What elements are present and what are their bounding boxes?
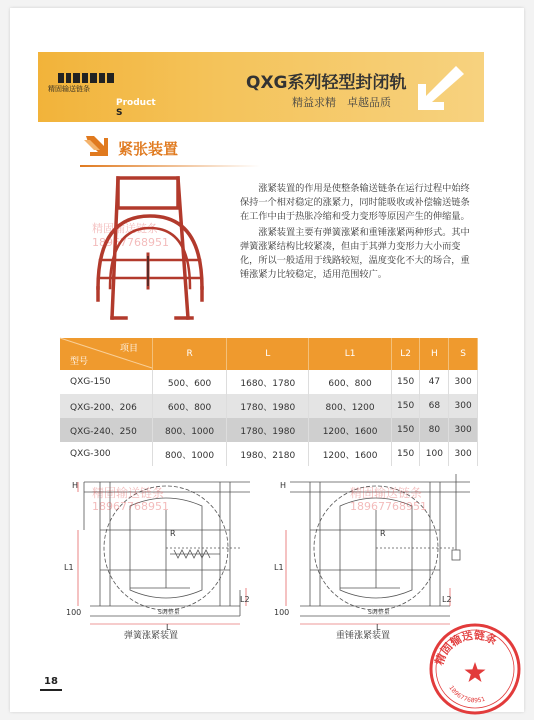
seal-number: 18967768951 bbox=[447, 684, 487, 705]
section-title: 紧张装置 bbox=[118, 140, 179, 158]
col-header-s: S bbox=[449, 338, 478, 370]
table-row: QXG-150 500、600 1680、1780 600、800 150 47 300 bbox=[60, 370, 478, 394]
svg-text:精固输送链条 bbox=[431, 628, 499, 668]
dim-l: L bbox=[376, 623, 381, 632]
table-header-row bbox=[60, 338, 478, 370]
watermark-phone: 18967768951 bbox=[350, 500, 427, 513]
dim-h: H bbox=[280, 481, 287, 490]
dim-l1: L1 bbox=[274, 563, 284, 572]
dim-r: R bbox=[380, 529, 386, 538]
watermark-name: 精固输送链条 bbox=[92, 222, 158, 235]
dim-l2: L2 bbox=[240, 595, 250, 604]
paragraph-types: 涨紧装置主要有弹簧涨紧和重锤涨紧两种形式。其中弹簧涨紧结构比较紧凑，但由于其弹力变形力大小而变化，所以一般适用于线路较短，温度变化不大的场合，重锤涨紧力比较稳定，适用范围较广。 bbox=[240, 227, 470, 280]
col-header-l2: L2 bbox=[391, 338, 420, 370]
logo-text: 精固输送链条 bbox=[48, 85, 90, 93]
header-slogan: 精益求精 卓越品质 bbox=[292, 96, 391, 109]
products-label: Product S bbox=[116, 98, 156, 118]
paragraph-intro: 涨紧装置的作用是使整条输送链条在运行过程中始终保持一个相对稳定的涨紧力，同时能吸收或补偿输送链条在工作中由于热胀冷缩和受力变形等原因产生的伸缩量。 bbox=[240, 183, 470, 222]
dim-100: 100 bbox=[66, 608, 82, 617]
header-title: QXG系列轻型封闭轨 bbox=[246, 73, 407, 93]
spec-table bbox=[60, 338, 478, 466]
dim-l: L bbox=[166, 623, 171, 632]
star-icon bbox=[465, 662, 486, 682]
col-header-h: H bbox=[420, 338, 449, 370]
arrow-down-left-icon bbox=[408, 62, 468, 112]
dim-l1: L1 bbox=[64, 563, 74, 572]
logo-mark-icon bbox=[56, 72, 116, 84]
watermark-phone: 18967768951 bbox=[92, 236, 169, 249]
col-header-l1: L1 bbox=[309, 338, 391, 370]
dim-s: S调整量 bbox=[158, 609, 180, 616]
dim-100: 100 bbox=[274, 608, 290, 617]
page-number: 18 bbox=[44, 676, 58, 687]
dim-h: H bbox=[72, 481, 79, 490]
watermark-phone: 18967768951 bbox=[92, 500, 169, 513]
col-header-r: R bbox=[153, 338, 227, 370]
watermark-name: 精固输送链条 bbox=[350, 486, 423, 500]
company-seal bbox=[428, 622, 522, 716]
dim-r: R bbox=[170, 529, 176, 538]
logo bbox=[38, 62, 156, 118]
watermark-name: 精固输送链条 bbox=[92, 486, 165, 500]
col-header-l: L bbox=[227, 338, 309, 370]
caption-weight: 重锤涨紧装置 bbox=[336, 631, 391, 641]
arrow-icon bbox=[82, 134, 110, 160]
table-row: QXG-200、206 600、800 1780、1980 800、1200 150 68 300 bbox=[60, 394, 478, 418]
table-row: QXG-300 800、1000 1980、2180 1200、1600 150 100 300 bbox=[60, 442, 478, 466]
caption-spring: 弹簧涨紧装置 bbox=[124, 631, 179, 641]
seal-text: 精固输送链条 bbox=[432, 628, 499, 667]
dim-l2: L2 bbox=[442, 595, 452, 604]
section-underline bbox=[80, 165, 260, 167]
page-number-underline bbox=[40, 689, 62, 691]
dim-s: S调整量 bbox=[368, 609, 390, 616]
table-corner-cell: 项目 型号 bbox=[60, 338, 153, 370]
table-row: QXG-240、250 800、1000 1780、1980 1200、1600 150 80 300 bbox=[60, 418, 478, 442]
